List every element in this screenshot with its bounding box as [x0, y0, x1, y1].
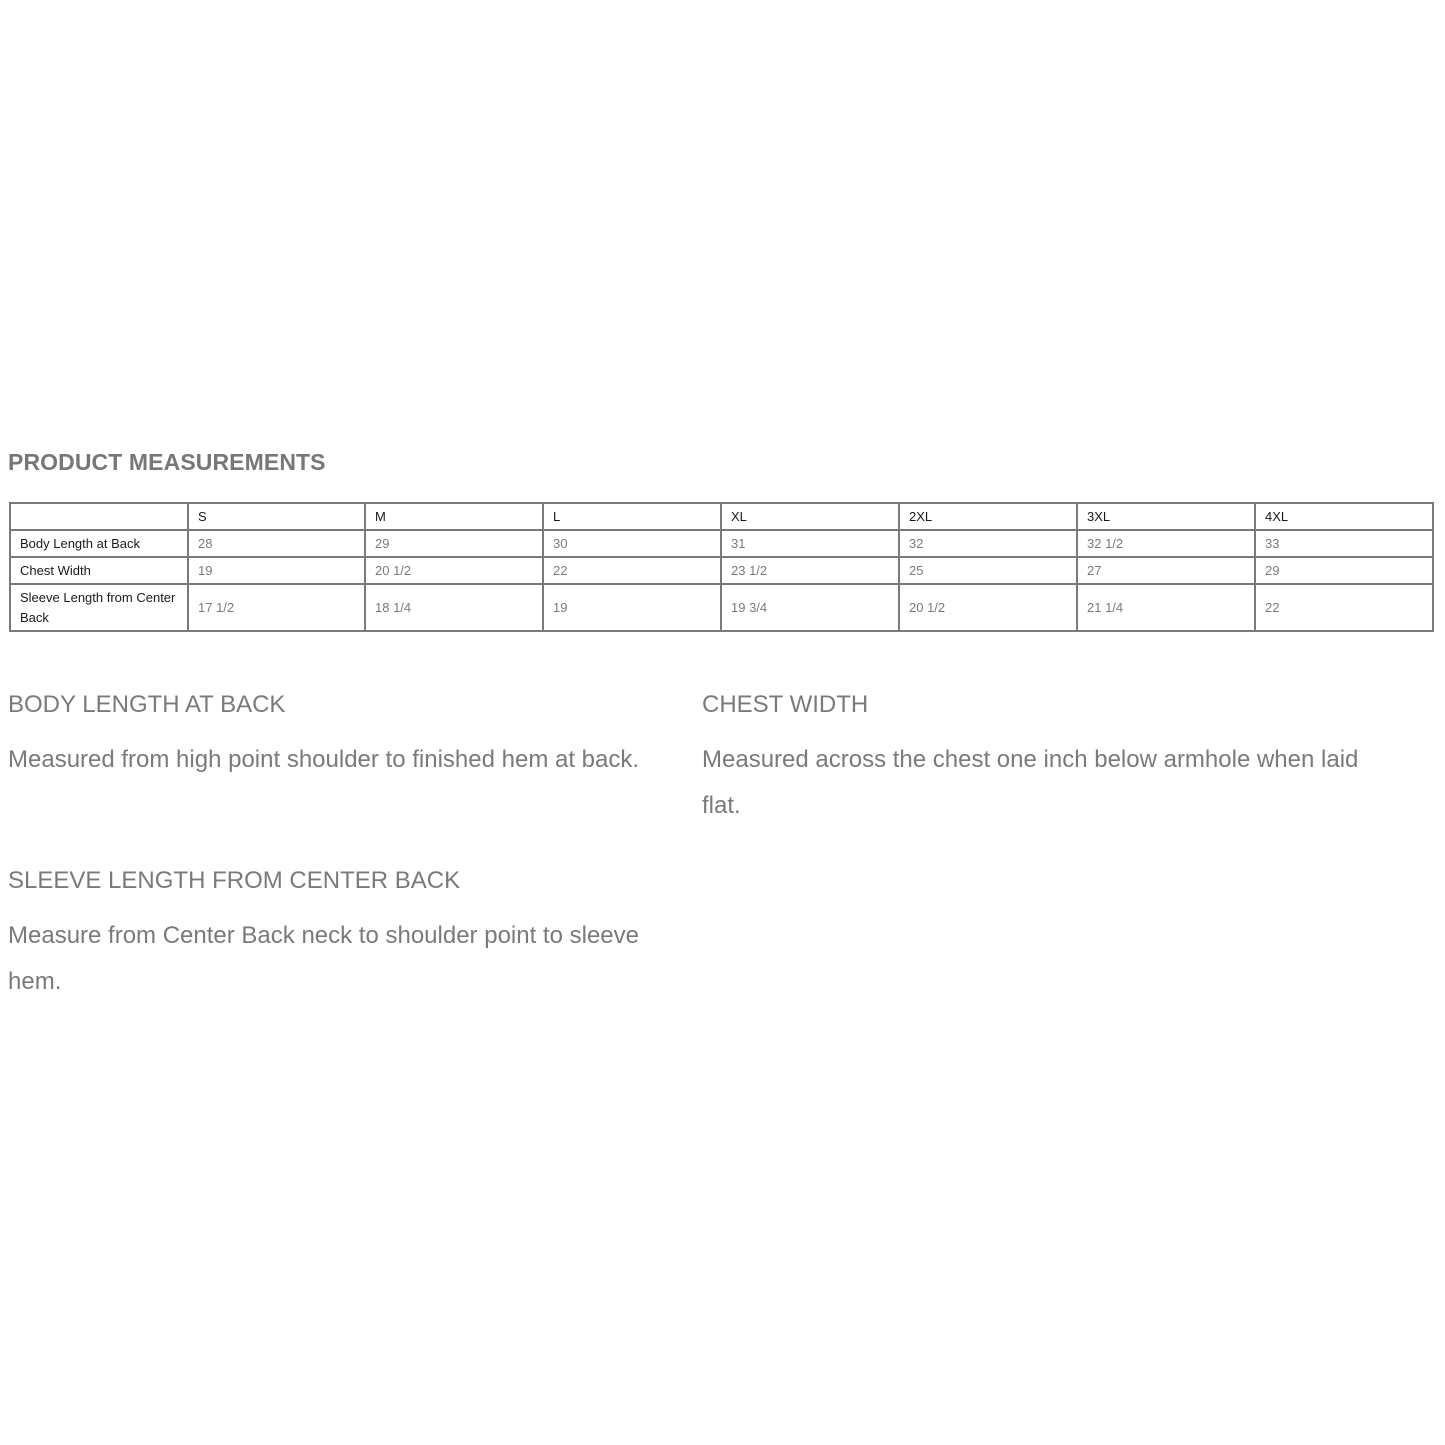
- sleeve-length-description: [8, 867, 648, 1005]
- row-label: Chest Width: [10, 557, 188, 584]
- table-cell: 22: [1255, 584, 1433, 631]
- table-cell: 25: [899, 557, 1077, 584]
- chest-width-text: Measured across the chest one inch below armhole when laid flat.: [702, 746, 1359, 819]
- header-corner-cell: [10, 503, 188, 530]
- table-cell: 31: [721, 530, 899, 557]
- chest-width-description: [702, 691, 1382, 829]
- table-cell: 23 1/2: [721, 557, 899, 584]
- sleeve-length-text: Measure from Center Back neck to shoulder point to sleeve hem.: [8, 922, 639, 995]
- body-length-text: Measured from high point shoulder to finished hem at back.: [8, 746, 640, 773]
- table-cell: 30: [543, 530, 721, 557]
- table-cell: 19: [543, 584, 721, 631]
- size-header: XL: [721, 503, 899, 530]
- table-row: [10, 584, 1433, 631]
- table-cell: 28: [188, 530, 365, 557]
- table-cell: 18 1/4: [365, 584, 543, 631]
- table-cell: 32: [899, 530, 1077, 557]
- size-header: 3XL: [1077, 503, 1255, 530]
- table-cell: 21 1/4: [1077, 584, 1255, 631]
- table-cell: 29: [1255, 557, 1433, 584]
- table-cell: 20 1/2: [365, 557, 543, 584]
- table-cell: 22: [543, 557, 721, 584]
- page-title: PRODUCT MEASUREMENTS: [8, 449, 326, 475]
- table-cell: 17 1/2: [188, 584, 365, 631]
- table-header-row: [10, 503, 1433, 530]
- size-header: L: [543, 503, 721, 530]
- measurements-table: [9, 502, 1434, 632]
- table-row: [10, 557, 1433, 584]
- sleeve-length-title: SLEEVE LENGTH FROM CENTER BACK: [8, 867, 461, 894]
- table-cell: 32 1/2: [1077, 530, 1255, 557]
- size-header: 2XL: [899, 503, 1077, 530]
- size-header: S: [188, 503, 365, 530]
- size-header: 4XL: [1255, 503, 1433, 530]
- table-row: [10, 530, 1433, 557]
- chest-width-title: CHEST WIDTH: [702, 691, 869, 718]
- table-cell: 33: [1255, 530, 1433, 557]
- body-length-title: BODY LENGTH AT BACK: [8, 691, 286, 718]
- body-length-description: [8, 691, 648, 783]
- table-cell: 29: [365, 530, 543, 557]
- table-cell: 19: [188, 557, 365, 584]
- table-cell: 19 3/4: [721, 584, 899, 631]
- row-label: Body Length at Back: [10, 530, 188, 557]
- table-cell: 27: [1077, 557, 1255, 584]
- row-label: Sleeve Length from Center Back: [10, 584, 188, 631]
- table-cell: 20 1/2: [899, 584, 1077, 631]
- size-header: M: [365, 503, 543, 530]
